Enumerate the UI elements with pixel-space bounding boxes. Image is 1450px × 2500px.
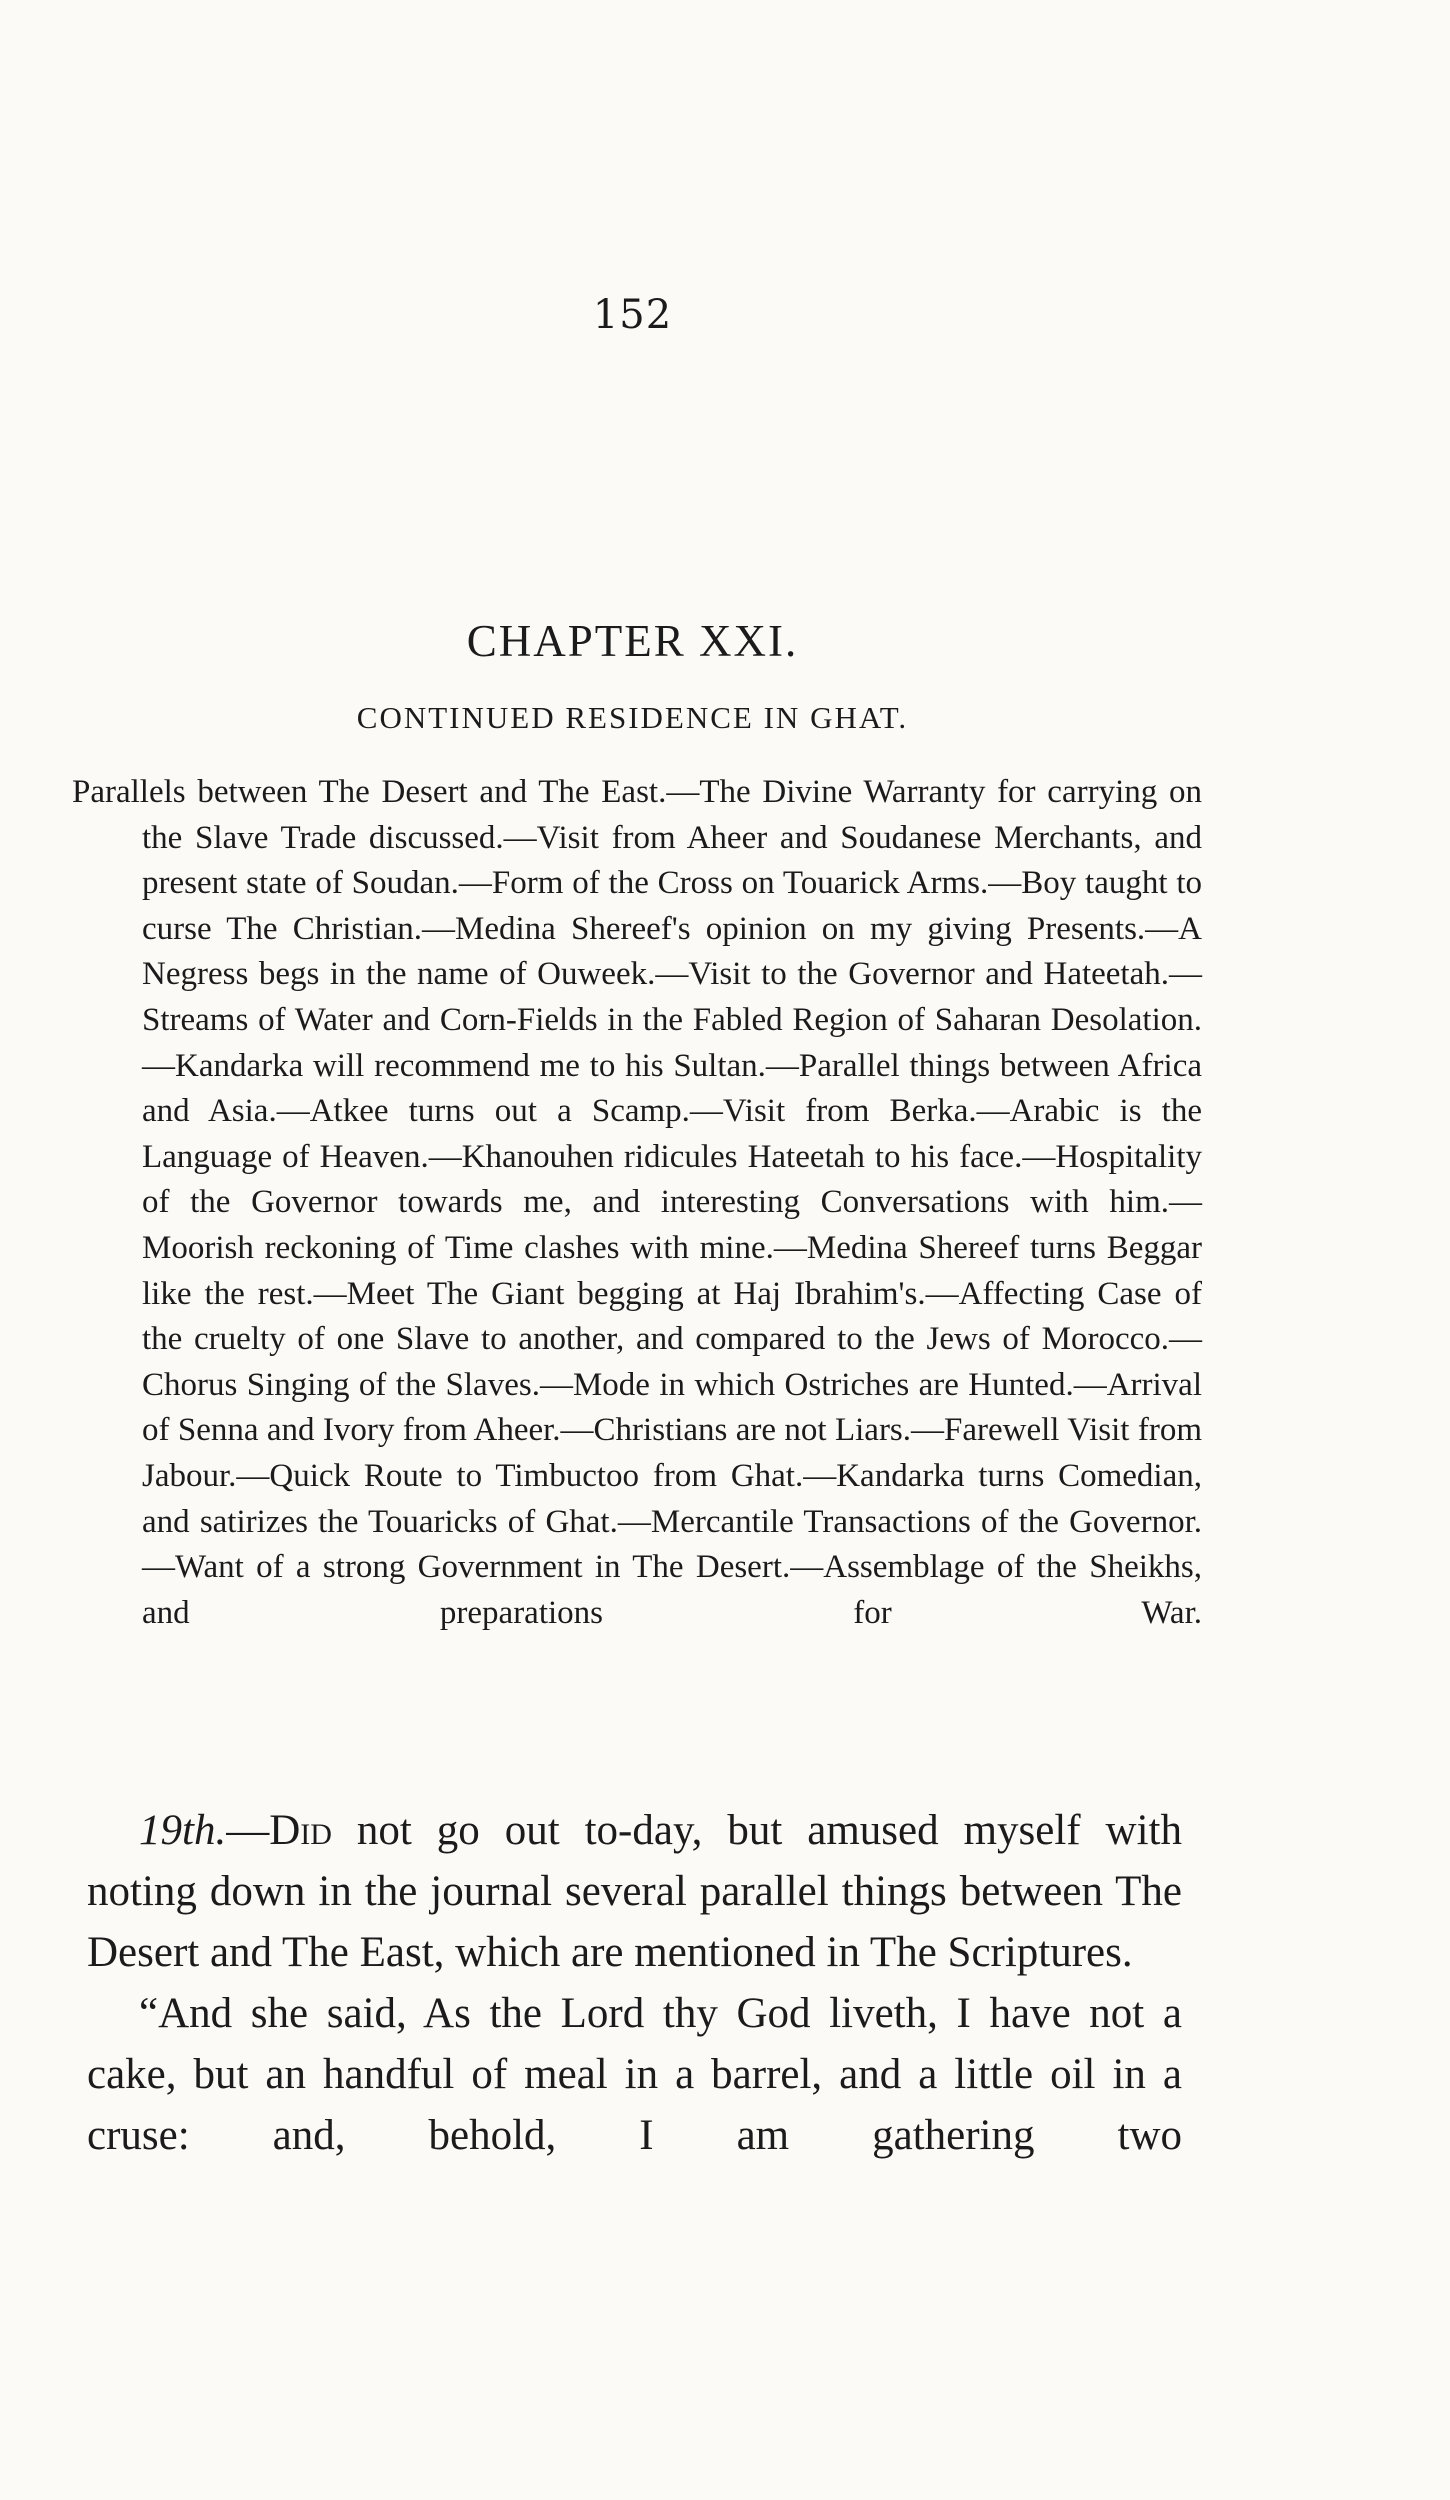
- chapter-synopsis: Parallels between The Desert and The East.—The Divine Warranty for carrying on the Slave Trade discussed.—Visit from Aheer and Soudanese Merchants, and present state of Soudan.—Form of the Cross on Touarick Arms.—Boy taught to curse The Christian.—Medina Shereef's opinion on my giving Presents.—A Negress begs in the name of Ouweek.—Visit to the Governor and Hateetah.—Streams of Water and Corn-Fields in the Fabled Region of Saharan Desolation.—Kandarka will recommend me to his Sultan.—Parallel things between Africa and Asia.—Atkee turns out a Scamp.—Visit from Berka.—Arabic is the Language of Heaven.—Khanouhen ridicules Hateetah to his face.—Hospitality of the Governor towards me, and interesting Conversations with him.—Moorish reckoning of Time clashes with mine.—Medina Shereef turns Beggar like the rest.—Meet The Giant begging at Haj Ibrahim's.—Affecting Case of the cruelty of one Slave to another, and compared to the Jews of Morocco.—Chorus Singing of the Slaves.—Mode in which Ostriches are Hunted.—Arrival of Senna and Ivory from Aheer.—Christians are not Liars.—Farewell Visit from Jabour.—Quick Route to Timbuctoo from Ghat.—Kandarka turns Comedian, and satirizes the Touaricks of Ghat.—Mercantile Transactions of the Governor.—Want of a strong Government in The Desert.—Assemblage of the Sheikhs, and preparations for War.: [72, 774, 1202, 1631]
- body-text: [87, 1800, 1182, 2166]
- first-word: Did: [269, 1807, 332, 1854]
- chapter-title: CHAPTER XXI.: [466, 616, 799, 666]
- paragraph-2: “And she said, As the Lord thy God liveth, I have not a cake, but an handful of meal in a barrel, and a little oil in a cruse: and, behold, I am gathering two: [87, 1990, 1182, 2159]
- chapter-subtitle: CONTINUED RESIDENCE IN GHAT.: [356, 700, 909, 735]
- paragraph-1: [87, 1800, 1182, 1983]
- entry-dash: —: [226, 1807, 270, 1854]
- paragraph-1-text: not go out to-day, but amused myself with noting down in the journal several parallel things between The Desert and The East, which are mentioned in The Scriptures.: [87, 1807, 1182, 1976]
- page-number: 152: [592, 292, 673, 338]
- entry-date: 19th.: [139, 1807, 227, 1854]
